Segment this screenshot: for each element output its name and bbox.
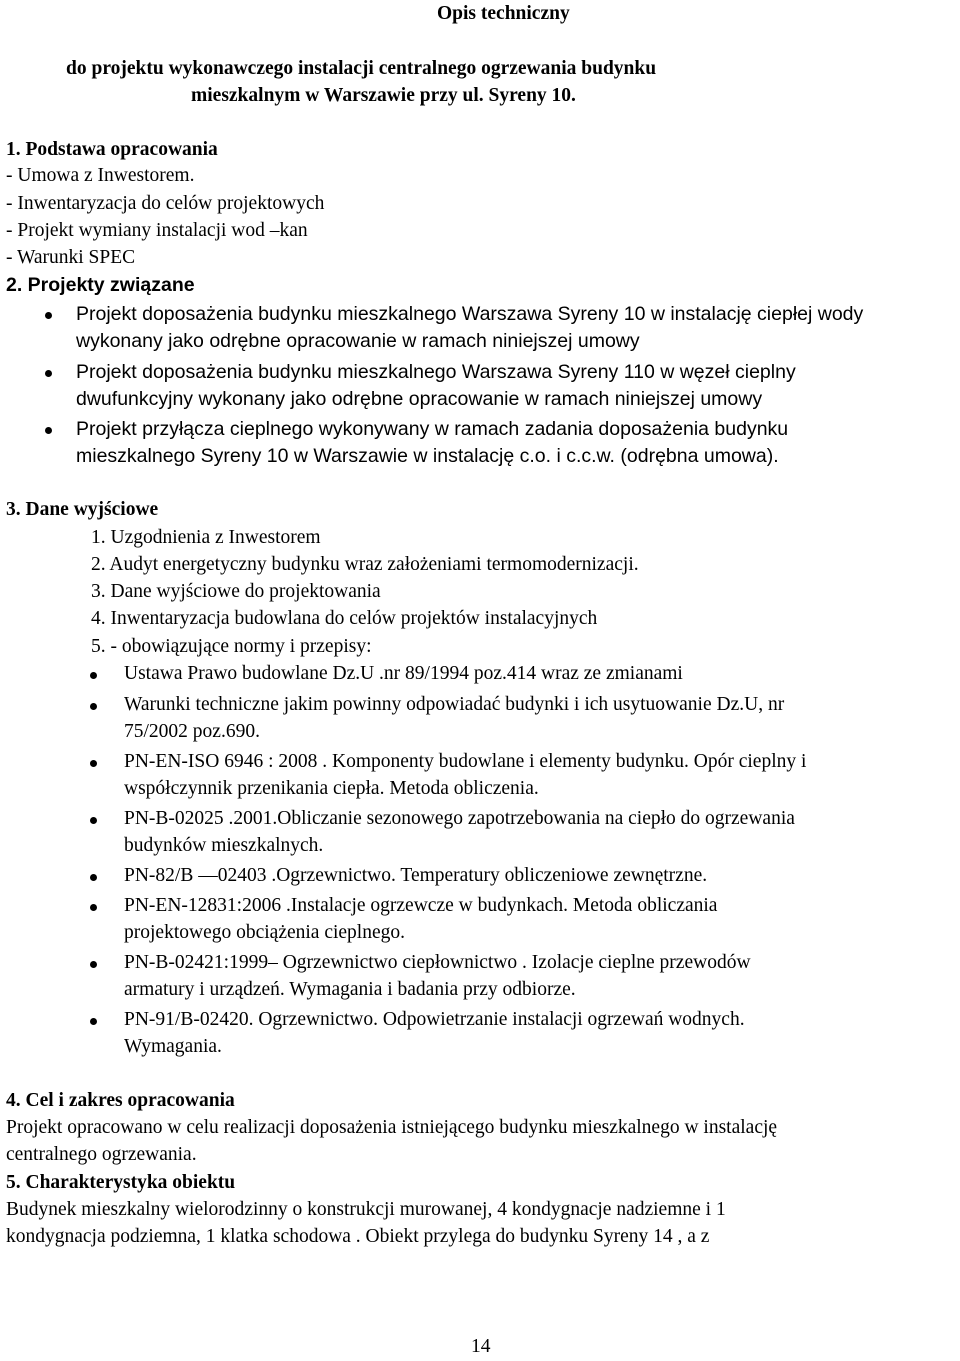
norm-item: PN-EN-ISO 6946 : 2008 . Komponenty budowlane i elementy budynku. Opór cieplny i: [124, 751, 807, 772]
norm-item: współczynnik przenikania ciepła. Metoda obliczenia.: [124, 778, 539, 799]
list-item: dwufunkcyjny wykonany jako odrębne opracowanie w ramach niniejszej umowy: [76, 388, 763, 410]
section-5-heading: 5. Charakterystyka obiektu: [6, 1172, 236, 1193]
numbered-item: 2. Audyt energetyczny budynku wraz założeniami termomodernizacji.: [91, 554, 639, 575]
section-4-heading: 4. Cel i zakres opracowania: [6, 1090, 235, 1111]
list-item: - Warunki SPEC: [6, 247, 136, 268]
numbered-item: 1. Uzgodnienia z Inwestorem: [91, 527, 321, 548]
document-title: Opis techniczny: [437, 3, 570, 24]
paragraph-line: kondygnacja podziemna, 1 klatka schodowa . Obiekt przylega do budynku Syreny 14 , a z: [6, 1226, 710, 1247]
list-item: Projekt przyłącza cieplnego wykonywany w ramach zadania doposażenia budynku: [76, 418, 789, 440]
norm-item: Wymagania.: [124, 1036, 222, 1057]
bullet-icon: [90, 961, 97, 968]
norm-item: PN-91/B-02420. Ogrzewnictwo. Odpowietrzanie instalacji ogrzewań wodnych.: [124, 1009, 745, 1030]
norm-item: budynków mieszkalnych.: [124, 835, 324, 856]
section-3-heading: 3. Dane wyjściowe: [6, 499, 159, 520]
bullet-icon: [90, 672, 97, 679]
list-item: Projekt doposażenia budynku mieszkalnego Warszawa Syreny 110 w węzeł cieplny: [76, 361, 796, 383]
norm-item: PN-B-02421:1999– Ogrzewnictwo ciepłownictwo . Izolacje cieplne przewodów: [124, 952, 751, 973]
numbered-item: 5. - obowiązujące normy i przepisy:: [91, 636, 372, 657]
norm-item: 75/2002 poz.690.: [124, 721, 260, 742]
list-item: - Inwentaryzacja do celów projektowych: [6, 193, 325, 214]
norm-item: Ustawa Prawo budowlane Dz.U .nr 89/1994 poz.414 wraz ze zmianami: [124, 663, 683, 684]
bullet-icon: [90, 760, 97, 767]
page-number: 14: [471, 1336, 491, 1357]
norm-item: PN-82/B —02403 .Ogrzewnictwo. Temperatury obliczeniowe zewnętrzne.: [124, 865, 708, 886]
paragraph-line: Budynek mieszkalny wielorodzinny o konstrukcji murowanej, 4 kondygnacje nadziemne i 1: [6, 1199, 726, 1220]
list-item: mieszkalnego Syreny 10 w Warszawie w instalację c.o. i c.c.w. (odrębna umowa).: [76, 445, 779, 467]
norm-item: Warunki techniczne jakim powinny odpowiadać budynki i ich usytuowanie Dz.U, nr: [124, 694, 785, 715]
bullet-icon: [45, 427, 52, 434]
bullet-icon: [90, 1018, 97, 1025]
section-2-heading: 2. Projekty związane: [6, 274, 195, 296]
numbered-item: 3. Dane wyjściowe do projektowania: [91, 581, 381, 602]
subtitle-line-1: do projektu wykonawczego instalacji centralnego ogrzewania budynku: [66, 58, 657, 79]
numbered-item: 4. Inwentaryzacja budowlana do celów projektów instalacyjnych: [91, 608, 598, 629]
subtitle-line-2: mieszkalnym w Warszawie przy ul. Syreny 10.: [191, 85, 576, 106]
list-item: Projekt doposażenia budynku mieszkalnego Warszawa Syreny 10 w instalację ciepłej wody: [76, 303, 864, 325]
list-item: - Umowa z Inwestorem.: [6, 165, 195, 186]
norm-item: projektowego obciążenia cieplnego.: [124, 922, 406, 943]
section-1-heading: 1. Podstawa opracowania: [6, 139, 218, 160]
norm-item: armatury i urządzeń. Wymagania i badania przy odbiorze.: [124, 979, 576, 1000]
bullet-icon: [90, 703, 97, 710]
list-item: - Projekt wymiany instalacji wod –kan: [6, 220, 308, 241]
bullet-icon: [45, 312, 52, 319]
bullet-icon: [90, 874, 97, 881]
norm-item: PN-B-02025 .2001.Obliczanie sezonowego zapotrzebowania na ciepło do ogrzewania: [124, 808, 795, 829]
paragraph-line: centralnego ogrzewania.: [6, 1144, 197, 1165]
norm-item: PN-EN-12831:2006 .Instalacje ogrzewcze w budynkach. Metoda obliczania: [124, 895, 718, 916]
paragraph-line: Projekt opracowano w celu realizacji doposażenia istniejącego budynku mieszkalnego w instalację: [6, 1117, 778, 1138]
list-item: wykonany jako odrębne opracowanie w ramach niniejszej umowy: [76, 330, 640, 352]
bullet-icon: [45, 370, 52, 377]
bullet-icon: [90, 817, 97, 824]
bullet-icon: [90, 904, 97, 911]
